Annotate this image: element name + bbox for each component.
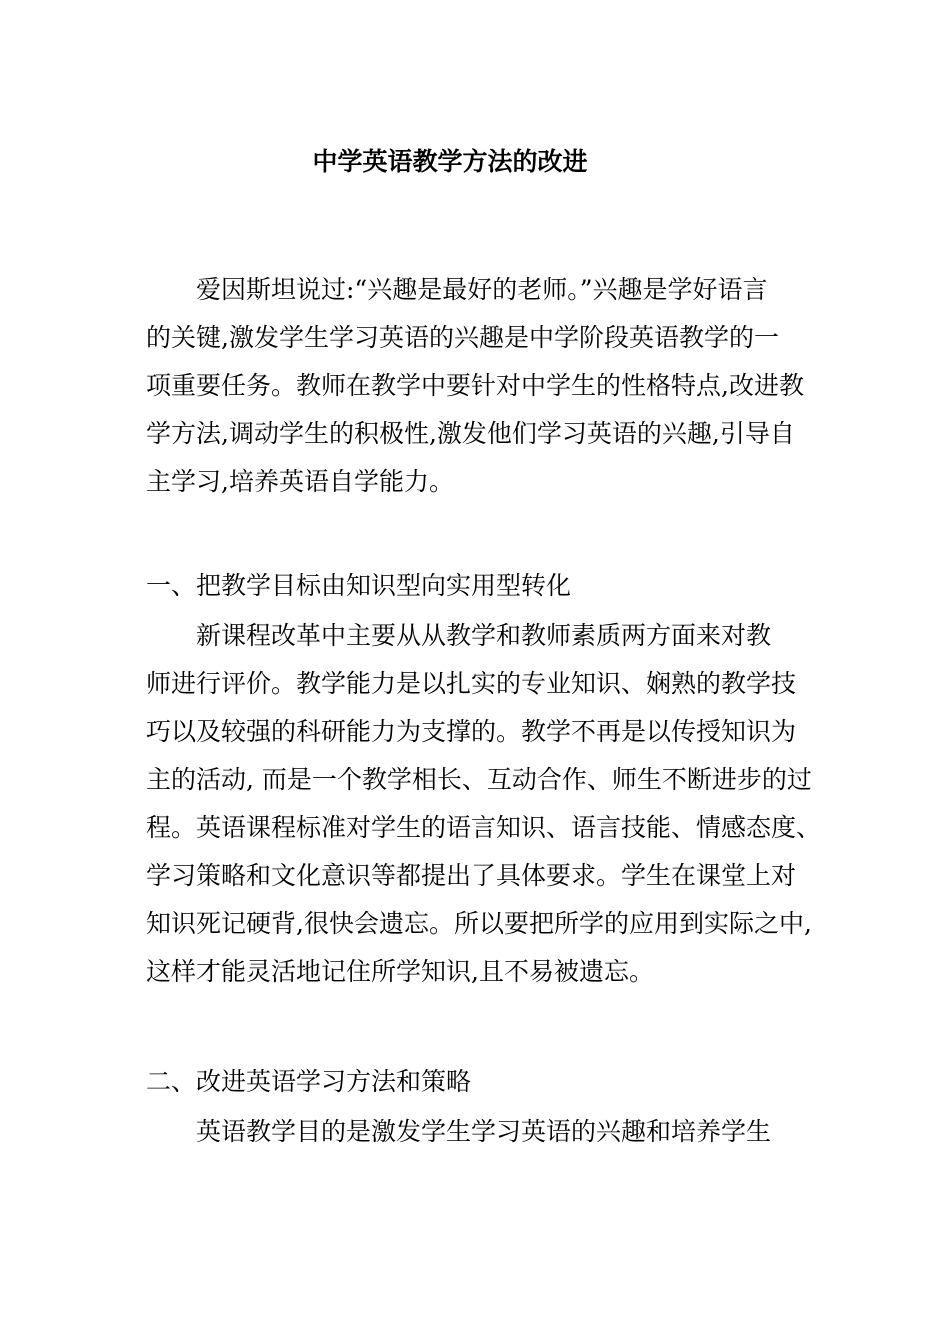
paragraph-line: 新课程改革中主要从从教学和教师素质两方面来对教 xyxy=(196,621,772,650)
section-heading-2: 二、改进英语学习方法和策略 xyxy=(146,1067,472,1096)
paragraph-line: 这样才能灵活地记住所学知识,且不易被遗忘。 xyxy=(146,957,654,986)
paragraph-line: 学方法,调动学生的积极性,激发他们学习英语的兴趣,引导自 xyxy=(146,419,795,448)
paragraph-line: 的关键,激发学生学习英语的兴趣是中学阶段英语教学的一 xyxy=(146,323,779,352)
intro-paragraph xyxy=(146,266,812,506)
paragraph-line: 主学习,培养英语自学能力。 xyxy=(146,467,454,496)
document-title: 中学英语教学方法的改进 xyxy=(312,147,588,176)
section-2-paragraph xyxy=(146,1108,812,1156)
paragraph-line: 巧以及较强的科研能力为支撑的。教学不再是以传授知识为 xyxy=(146,717,797,746)
paragraph-line: 程。英语课程标准对学生的语言知识、语言技能、情感态度、 xyxy=(146,813,822,842)
section-heading-1: 一、把教学目标由知识型向实用型转化 xyxy=(146,571,572,600)
paragraph-line: 知识死记硬背,很快会遗忘。所以要把所学的应用到实际之中, xyxy=(146,909,812,938)
paragraph-line: 主的活动, 而是一个教学相长、互动合作、师生不断进步的过 xyxy=(146,765,812,794)
paragraph-line: 师进行评价。教学能力是以扎实的专业知识、娴熟的教学技 xyxy=(146,669,797,698)
section-1-paragraph xyxy=(146,612,822,996)
paragraph-line: 学习策略和文化意识等都提出了具体要求。学生在课堂上对 xyxy=(146,861,797,890)
paragraph-line: 爱因斯坦说过:“兴趣是最好的老师。”兴趣是学好语言 xyxy=(196,275,768,304)
paragraph-line: 项重要任务。教师在教学中要针对中学生的性格特点,改进教 xyxy=(146,371,804,400)
paragraph-line: 英语教学目的是激发学生学习英语的兴趣和培养学生 xyxy=(196,1117,772,1146)
